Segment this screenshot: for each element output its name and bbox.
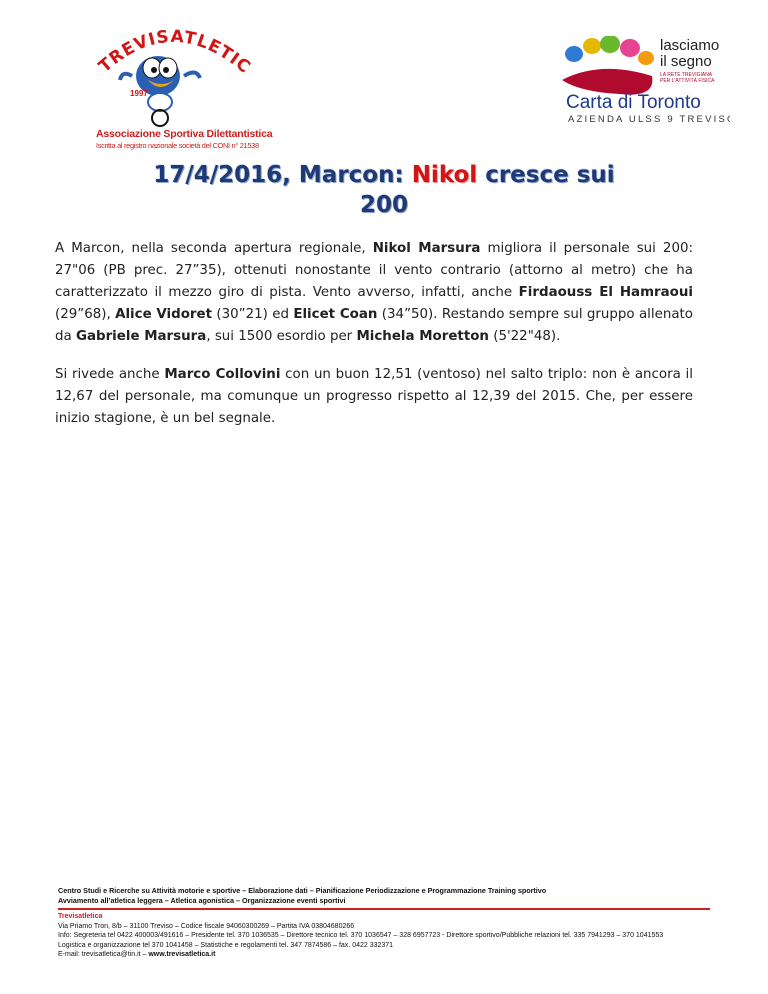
- title-part2: cresce sui: [477, 162, 615, 188]
- brand-line2: il segno: [660, 53, 712, 70]
- footer-brand: Trevisatletica: [58, 913, 103, 920]
- registry-label: Iscritta al registro nazionale società del CONI n° 21538: [96, 141, 259, 150]
- text-run: con un buon 12,51 (ventoso) nel salto triplo: non è ancora il 12,67 del personale, ma comunque un progresso rispetto al 12,39 del 2015. Che, per essere inizio stagione, è un bel segnale.: [55, 367, 693, 426]
- association-label: Associazione Sportiva Dilettantistica: [96, 128, 273, 140]
- footer-email: E-mail: trevisatletica@tin.it –: [58, 951, 149, 959]
- text-run: (29”68),: [55, 307, 116, 322]
- trevisatletica-logo: [92, 18, 260, 138]
- athlete-name: Firdaouss El Hamraoui: [518, 285, 693, 300]
- text-run: migliora il personale sui 200: 27"06 (PB prec. 27”35), ottenuti nonostante il vento contrario (attorno al metro) che ha caratterizzato il mezzo giro di pista. Vento avverso, infatti, anche: [55, 241, 694, 300]
- brand-tagline2: PER L'ATTIVITÀ FISICA: [660, 78, 715, 84]
- text-run: A Marcon, nella seconda apertura regionale,: [55, 241, 373, 256]
- brand-tagline1: LA RETE TREVIGIANA: [660, 72, 713, 78]
- footer-address: Via Priamo Tron, 8/b – 31100 Treviso – Codice fiscale 94060300269 – Partita IVA 03804680266: [58, 922, 355, 930]
- logo-year: 1997: [130, 89, 148, 98]
- agency-label: AZIENDA ULSS 9 TREVISO: [568, 114, 730, 125]
- footer-contacts: [58, 912, 718, 960]
- text-run: , sui 1500 esordio per: [206, 329, 357, 344]
- title-part1: 17/4/2016, Marcon:: [153, 162, 412, 188]
- footer-services: [58, 886, 718, 906]
- logo-name: TREVISATLETIC: [95, 26, 255, 78]
- footer-logistics: Logistica e organizzazione tel 370 1041458 – Statistiche e regolamenti tel. 347 7874586 – fax. 0422 332371: [58, 941, 394, 949]
- text-run: (5'22"48).: [488, 329, 561, 344]
- charter-label: Carta di Toronto: [566, 92, 701, 113]
- article-paragraph-2: [55, 364, 693, 430]
- footer-email-line: [58, 950, 718, 960]
- athlete-name: Marco Collovini: [164, 367, 281, 382]
- text-run: (34”50). Restando sempre sul gruppo allenato da: [55, 307, 693, 344]
- brand-line1: lasciamo: [660, 37, 720, 54]
- title-highlight: Nikol: [411, 162, 478, 188]
- carta-di-toronto-logo: [560, 36, 730, 132]
- athlete-name: Alice Vidoret: [115, 307, 213, 322]
- coach-name: Gabriele Marsura: [75, 329, 207, 344]
- article-paragraph-1: [55, 238, 693, 348]
- text-run: (30”21) ed: [212, 307, 294, 322]
- footer-info: Info: Segreteria tel 0422 400003/491616 – Presidente tel. 370 1036535 – Direttore tecnico tel. 370 1036547 – 328 6957723 - Direttore sportivo/Pubbliche relazioni tel. 335 7941293 – 370 1041553: [58, 932, 664, 940]
- footer-services-line2: Avviamento all’atletica leggera – Atletica agonistica – Organizzazione eventi sportivi: [58, 896, 346, 905]
- footer-services-line1: Centro Studi e Ricerche su Attività motorie e sportive – Elaborazione dati – Pianificazione Periodizzazione e Programmazione Training sportivo: [58, 886, 547, 895]
- text-run: Si rivede anche: [55, 367, 165, 382]
- title-line2: 200: [359, 192, 408, 218]
- article-title: [40, 160, 728, 220]
- athlete-name: Elicet Coan: [293, 307, 378, 322]
- athlete-name: Nikol Marsura: [372, 241, 481, 256]
- athlete-name: Michela Moretton: [356, 329, 489, 344]
- footer-website-link[interactable]: www.trevisatletica.it: [148, 951, 216, 959]
- footer-divider: [58, 908, 710, 910]
